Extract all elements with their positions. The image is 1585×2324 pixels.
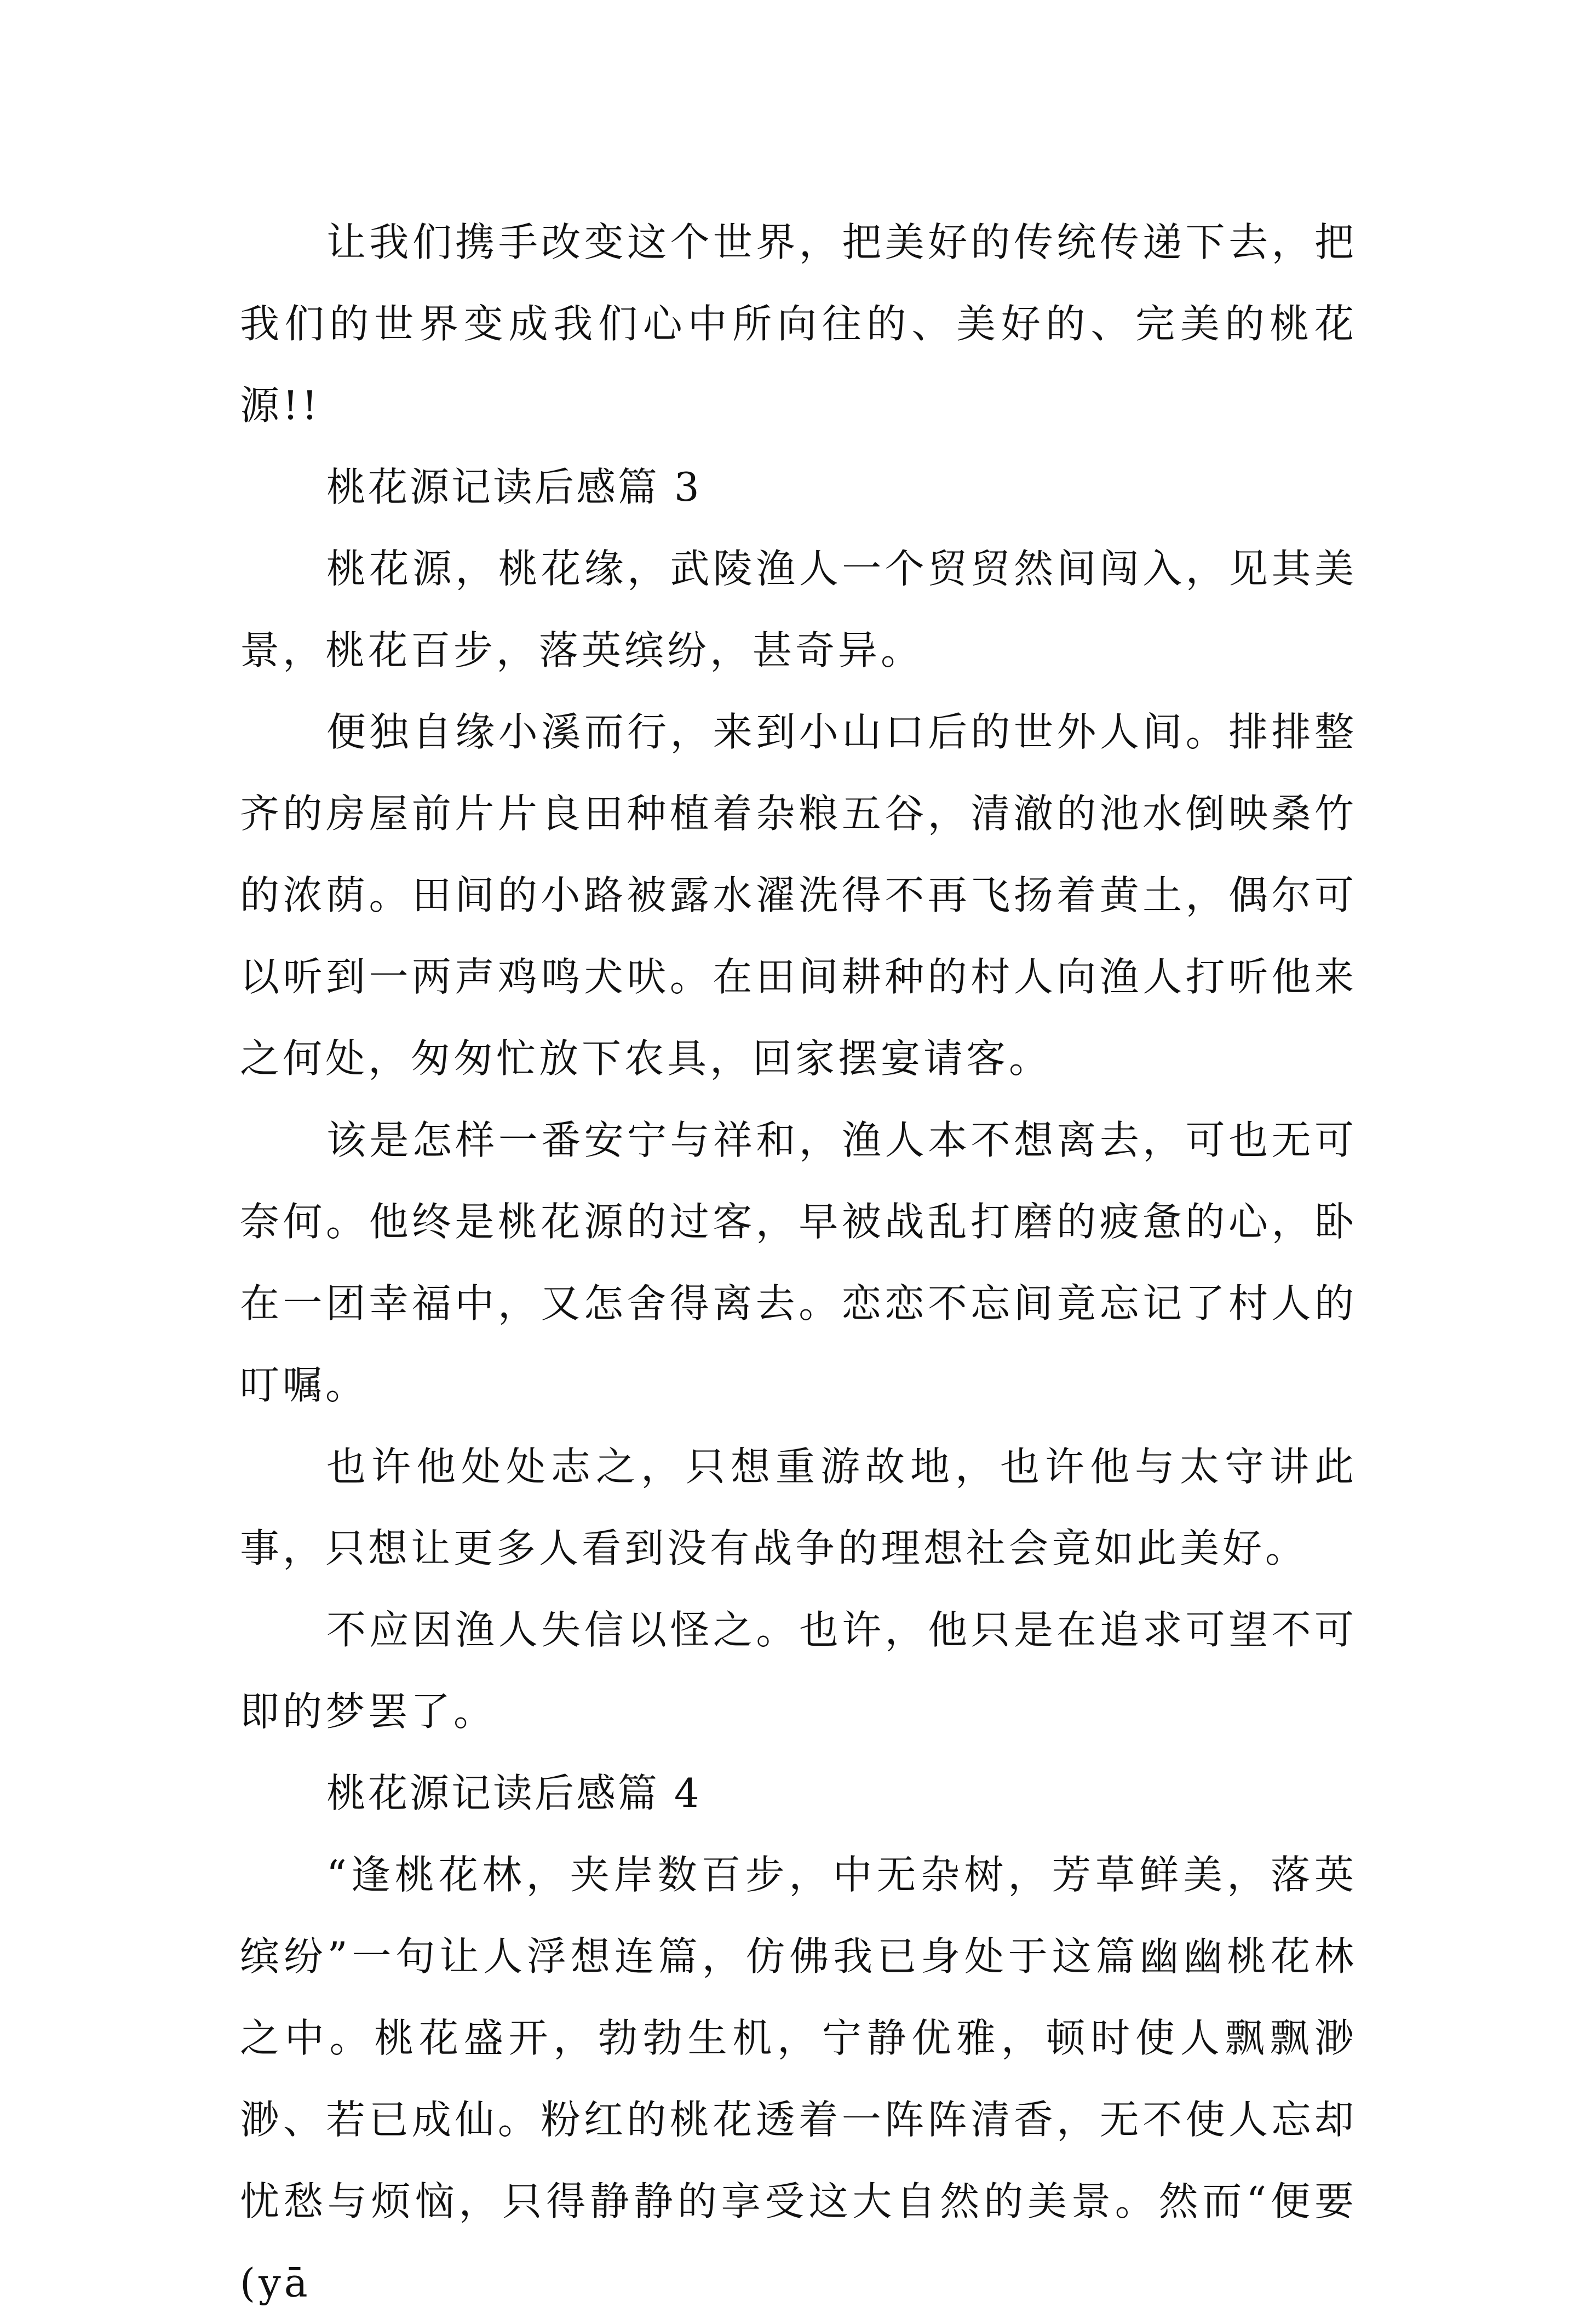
paragraph-village-scene: 便独自缘小溪而行，来到小山口后的世外人间。排排整齐的房屋前片片良田种植着杂粮五谷，清澈的池水倒映桑竹的浓荫。田间的小路被露水濯洗得不再飞扬着黄土，偶尔可以听到一两声鸡鸣犬吠。在田间耕种的村人向渔人打听他来之何处，匆匆忙放下农具，回家摆宴请客。 (240, 709, 1357, 1081)
paragraph-peach-grove: “逢桃花林，夹岸数百步，中无杂树，芳草鲜美，落英缤纷”一句让人浮想连篇，仿佛我已身处于这篇幽幽桃花林之中。桃花盛开，勃勃生机，宁静优雅，顿时使人飘飘渺渺、若已成仙。粉红的桃花透着一阵阵清香，无不使人忘却忧愁与烦恼，只得静静的享受这大自然的美景。然而“便要(yā (240, 1852, 1357, 2306)
section-heading-4: 桃花源记读后感篇 4 (326, 1770, 702, 1816)
paragraph-intro-3: 桃花源，桃花缘，武陵渔人一个贸贸然间闯入，见其美景，桃花百步，落英缤纷，甚奇异。 (240, 546, 1357, 673)
paragraph-fisherman-intent: 也许他处处志之，只想重游故地，也许他与太守讲此事，只想让更多人看到没有战争的理想社会竟如此美好。 (240, 1444, 1357, 1571)
paragraph-closing-call: 让我们携手改变这个世界，把美好的传统传递下去，把我们的世界变成我们心中所向往的、美好的、完美的桃花源!! (240, 219, 1357, 428)
section-heading-3: 桃花源记读后感篇 3 (326, 464, 702, 510)
paragraph-unattainable-dream: 不应因渔人失信以怪之。也许，他只是在追求可望不可即的梦罢了。 (240, 1607, 1357, 1735)
paragraph-fisherman-reluctance: 该是怎样一番安宁与祥和，渔人本不想离去，可也无可奈何。他终是桃花源的过客，早被战乱打磨的疲惫的心，卧在一团幸福中，又怎舍得离去。恋恋不忘间竟忘记了村人的叮嘱。 (240, 1117, 1357, 1408)
document-body (240, 202, 1357, 2324)
